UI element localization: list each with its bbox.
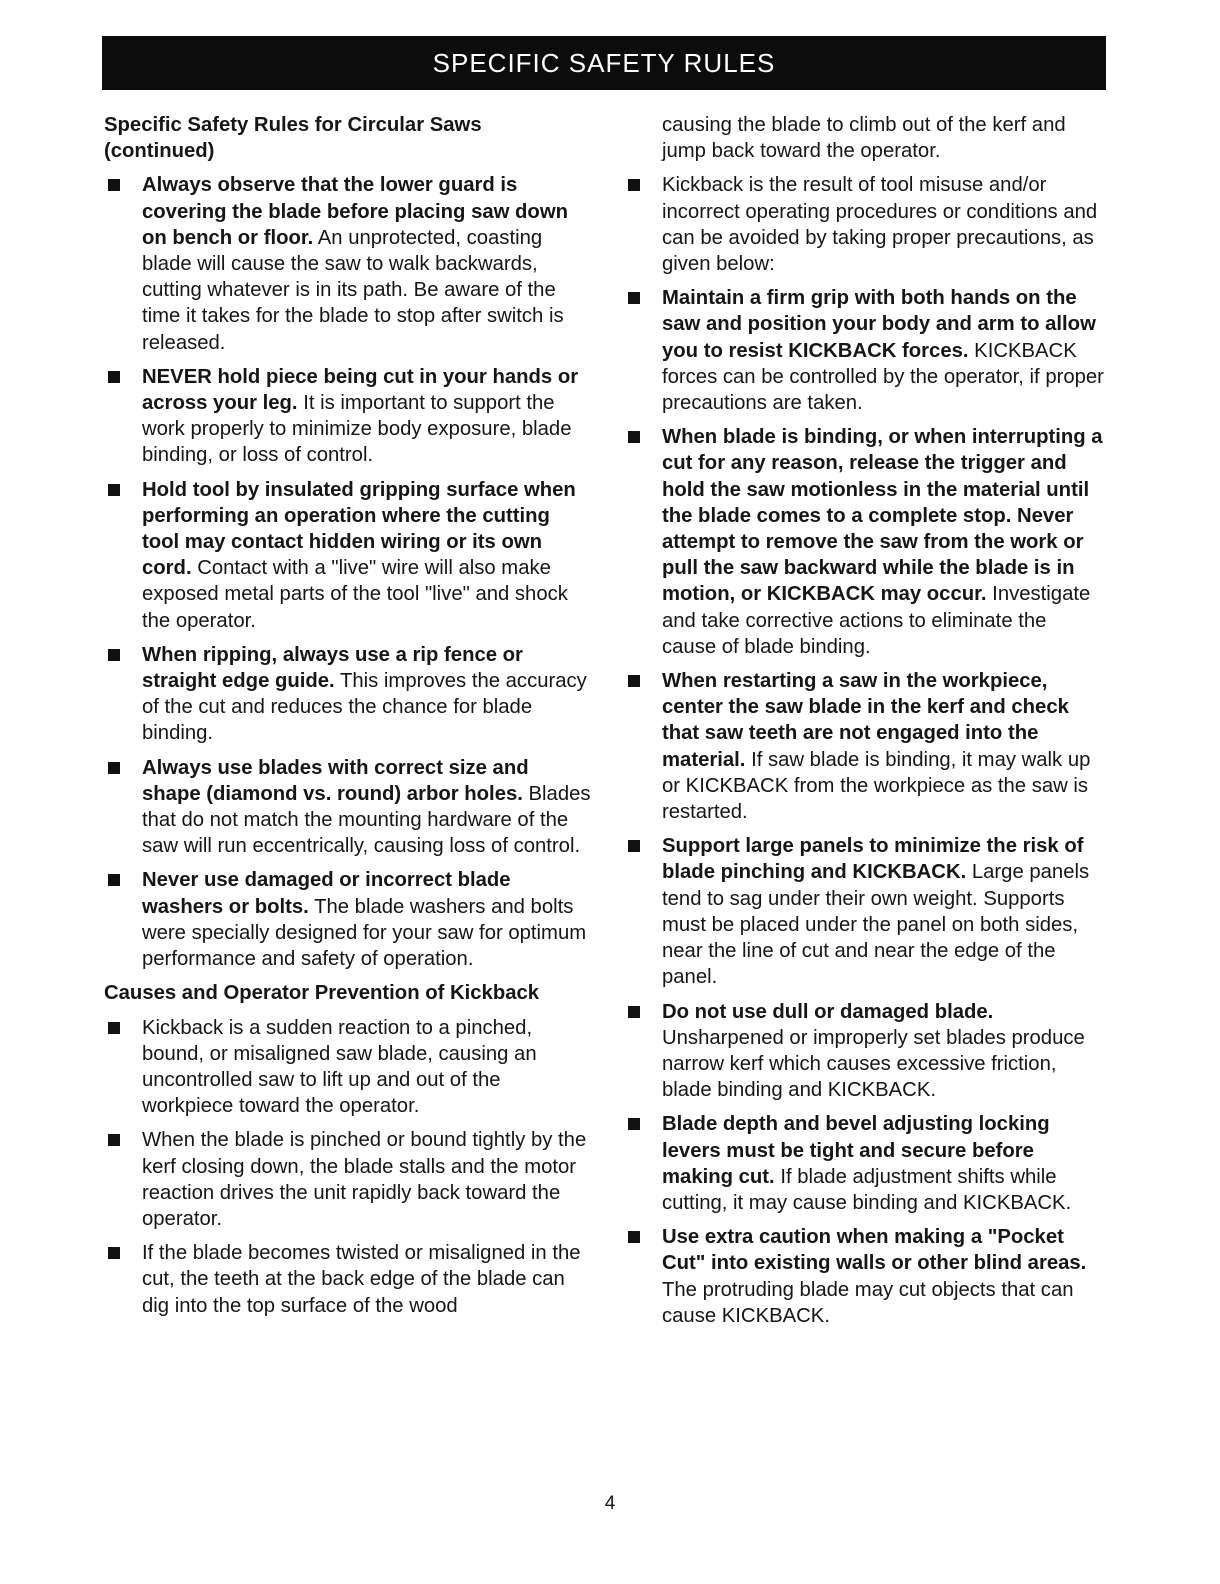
- rule-bold: Maintain a firm grip with both hands on the saw and position your body and arm to allow you to resist KICKBACK forces.: [662, 287, 1096, 362]
- rule-text: Contact with a "live" wire will also make exposed metal parts of the tool "live" and shock the operator.: [142, 557, 568, 632]
- rule-bold: Do not use dull or damaged blade.: [662, 1000, 994, 1023]
- page-number: 4: [604, 1493, 616, 1514]
- rule-item: [104, 477, 592, 634]
- square-bullet-icon: [108, 1022, 120, 1034]
- square-bullet-icon: [628, 1231, 640, 1243]
- square-bullet-icon: [108, 179, 120, 191]
- rule-text: KICKBACK forces can be controlled by the operator, if proper precautions are taken.: [662, 339, 1104, 415]
- rule-item: [104, 364, 592, 469]
- rule-item: [624, 668, 1106, 825]
- rule-bold: Blade depth and bevel adjusting locking levers must be tight and secure before making cut.: [662, 1113, 1050, 1188]
- square-bullet-icon: [628, 840, 640, 852]
- kickback-item: [104, 1240, 592, 1319]
- rule-text: An unprotected, coasting blade will cause the saw to walk backwards, cutting whatever is in its path. Be aware of the time it takes for the blade to stop after switch is released.: [142, 226, 564, 354]
- rule-text: Unsharpened or improperly set blades produce narrow kerf which causes excessive friction, blade binding and KICKBACK.: [662, 1026, 1085, 1102]
- rule-item: [624, 1224, 1106, 1329]
- kickback-item: [104, 1015, 592, 1120]
- section-banner: [102, 36, 1106, 90]
- rule-item: [624, 285, 1106, 416]
- rule-text: If blade adjustment shifts while cutting, it may cause binding and KICKBACK.: [662, 1165, 1072, 1214]
- rule-item: [624, 1111, 1106, 1216]
- right-column: [624, 112, 1106, 1337]
- rule-item: [624, 424, 1106, 660]
- rule-text: It is important to support the work properly to minimize body exposure, blade binding, or loss of control.: [142, 392, 572, 467]
- square-bullet-icon: [628, 292, 640, 304]
- rule-item: [624, 833, 1106, 990]
- rule-item: [104, 172, 592, 355]
- rule-bold: Always observe that the lower guard is covering the blade before placing saw down on bench or floor.: [142, 174, 568, 249]
- square-bullet-icon: [628, 675, 640, 687]
- square-bullet-icon: [108, 874, 120, 886]
- rule-text: Kickback is a sudden reaction to a pinched, bound, or misaligned saw blade, causing an uncontrolled saw to lift up and out of the workpiece toward the operator.: [142, 1016, 537, 1118]
- rule-bold: Use extra caution when making a "Pocket Cut" into existing walls or other blind areas.: [662, 1226, 1087, 1275]
- square-bullet-icon: [628, 179, 640, 191]
- rule-item: [104, 867, 592, 972]
- rule-text: Investigate and take corrective actions to eliminate the cause of blade binding.: [662, 583, 1091, 658]
- rule-item: [104, 642, 592, 747]
- subsection-heading: Causes and Operator Prevention of Kickback: [104, 982, 540, 1005]
- continued-text: causing the blade to climb out of the kerf and jump back toward the operator.: [662, 114, 1066, 163]
- rule-text: Blades that do not match the mounting hardware of the saw will run eccentrically, causing loss of control.: [142, 782, 591, 858]
- square-bullet-icon: [628, 1006, 640, 1018]
- section-title: SPECIFIC SAFETY RULES: [432, 47, 776, 78]
- square-bullet-icon: [108, 1134, 120, 1146]
- rule-text: Large panels tend to sag under their own weight. Supports must be placed under the panel on both sides, near the line of cut and near the edge of the panel.: [662, 861, 1090, 989]
- square-bullet-icon: [108, 484, 120, 496]
- square-bullet-icon: [628, 431, 640, 443]
- rule-bold: Support large panels to minimize the risk of blade pinching and KICKBACK.: [662, 835, 1084, 884]
- rule-text: Kickback is the result of tool misuse and/or incorrect operating procedures or conditions and can be avoided by taking proper precautions, as given below:: [662, 174, 1098, 276]
- kickback-item: [104, 1127, 592, 1232]
- rule-text: If saw blade is binding, it may walk up or KICKBACK from the workpiece as the saw is restarted.: [662, 748, 1091, 824]
- rule-item: [104, 755, 592, 860]
- rule-item: [624, 999, 1106, 1104]
- rule-bold: Hold tool by insulated gripping surface when performing an operation where the cutting tool may contact hidden wiring or its own cord.: [142, 478, 576, 580]
- rule-text: The protruding blade may cut objects that can cause KICKBACK.: [662, 1278, 1074, 1327]
- square-bullet-icon: [108, 762, 120, 774]
- kickback-item: [624, 172, 1106, 277]
- rule-bold: When ripping, always use a rip fence or straight edge guide.: [142, 643, 523, 693]
- left-column: [104, 112, 592, 1327]
- rule-text: This improves the accuracy of the cut and reduces the chance for blade binding.: [142, 670, 587, 745]
- square-bullet-icon: [108, 649, 120, 661]
- square-bullet-icon: [108, 1247, 120, 1259]
- rule-bold: When restarting a saw in the workpiece, center the saw blade in the kerf and check that saw teeth are not engaged into the material.: [662, 670, 1069, 771]
- square-bullet-icon: [628, 1118, 640, 1130]
- rule-bold: NEVER hold piece being cut in your hands or across your leg.: [142, 365, 579, 415]
- rule-text: When the blade is pinched or bound tightly by the kerf closing down, the blade stalls and the motor reaction drives the unit rapidly back toward the operator.: [142, 1129, 587, 1230]
- rule-bold: When blade is binding, or when interrupting a cut for any reason, release the trigger and hold the saw motionless in the material until the blade comes to a complete stop. Never attempt to remove the saw from the work or pull the saw backward while the blade is in motion, or KICKBACK may occur.: [662, 426, 1103, 606]
- subsection-heading: Specific Safety Rules for Circular Saws (continued): [104, 114, 482, 163]
- rule-text: The blade washers and bolts were specially designed for your saw for optimum performance and safety of operation.: [142, 895, 587, 971]
- rule-text: If the blade becomes twisted or misaligned in the cut, the teeth at the back edge of the blade can dig into the top surface of the wood: [142, 1242, 581, 1317]
- rule-bold: Always use blades with correct size and shape (diamond vs. round) arbor holes.: [142, 756, 529, 805]
- square-bullet-icon: [108, 371, 120, 383]
- rule-bold: Never use damaged or incorrect blade washers or bolts.: [142, 869, 511, 918]
